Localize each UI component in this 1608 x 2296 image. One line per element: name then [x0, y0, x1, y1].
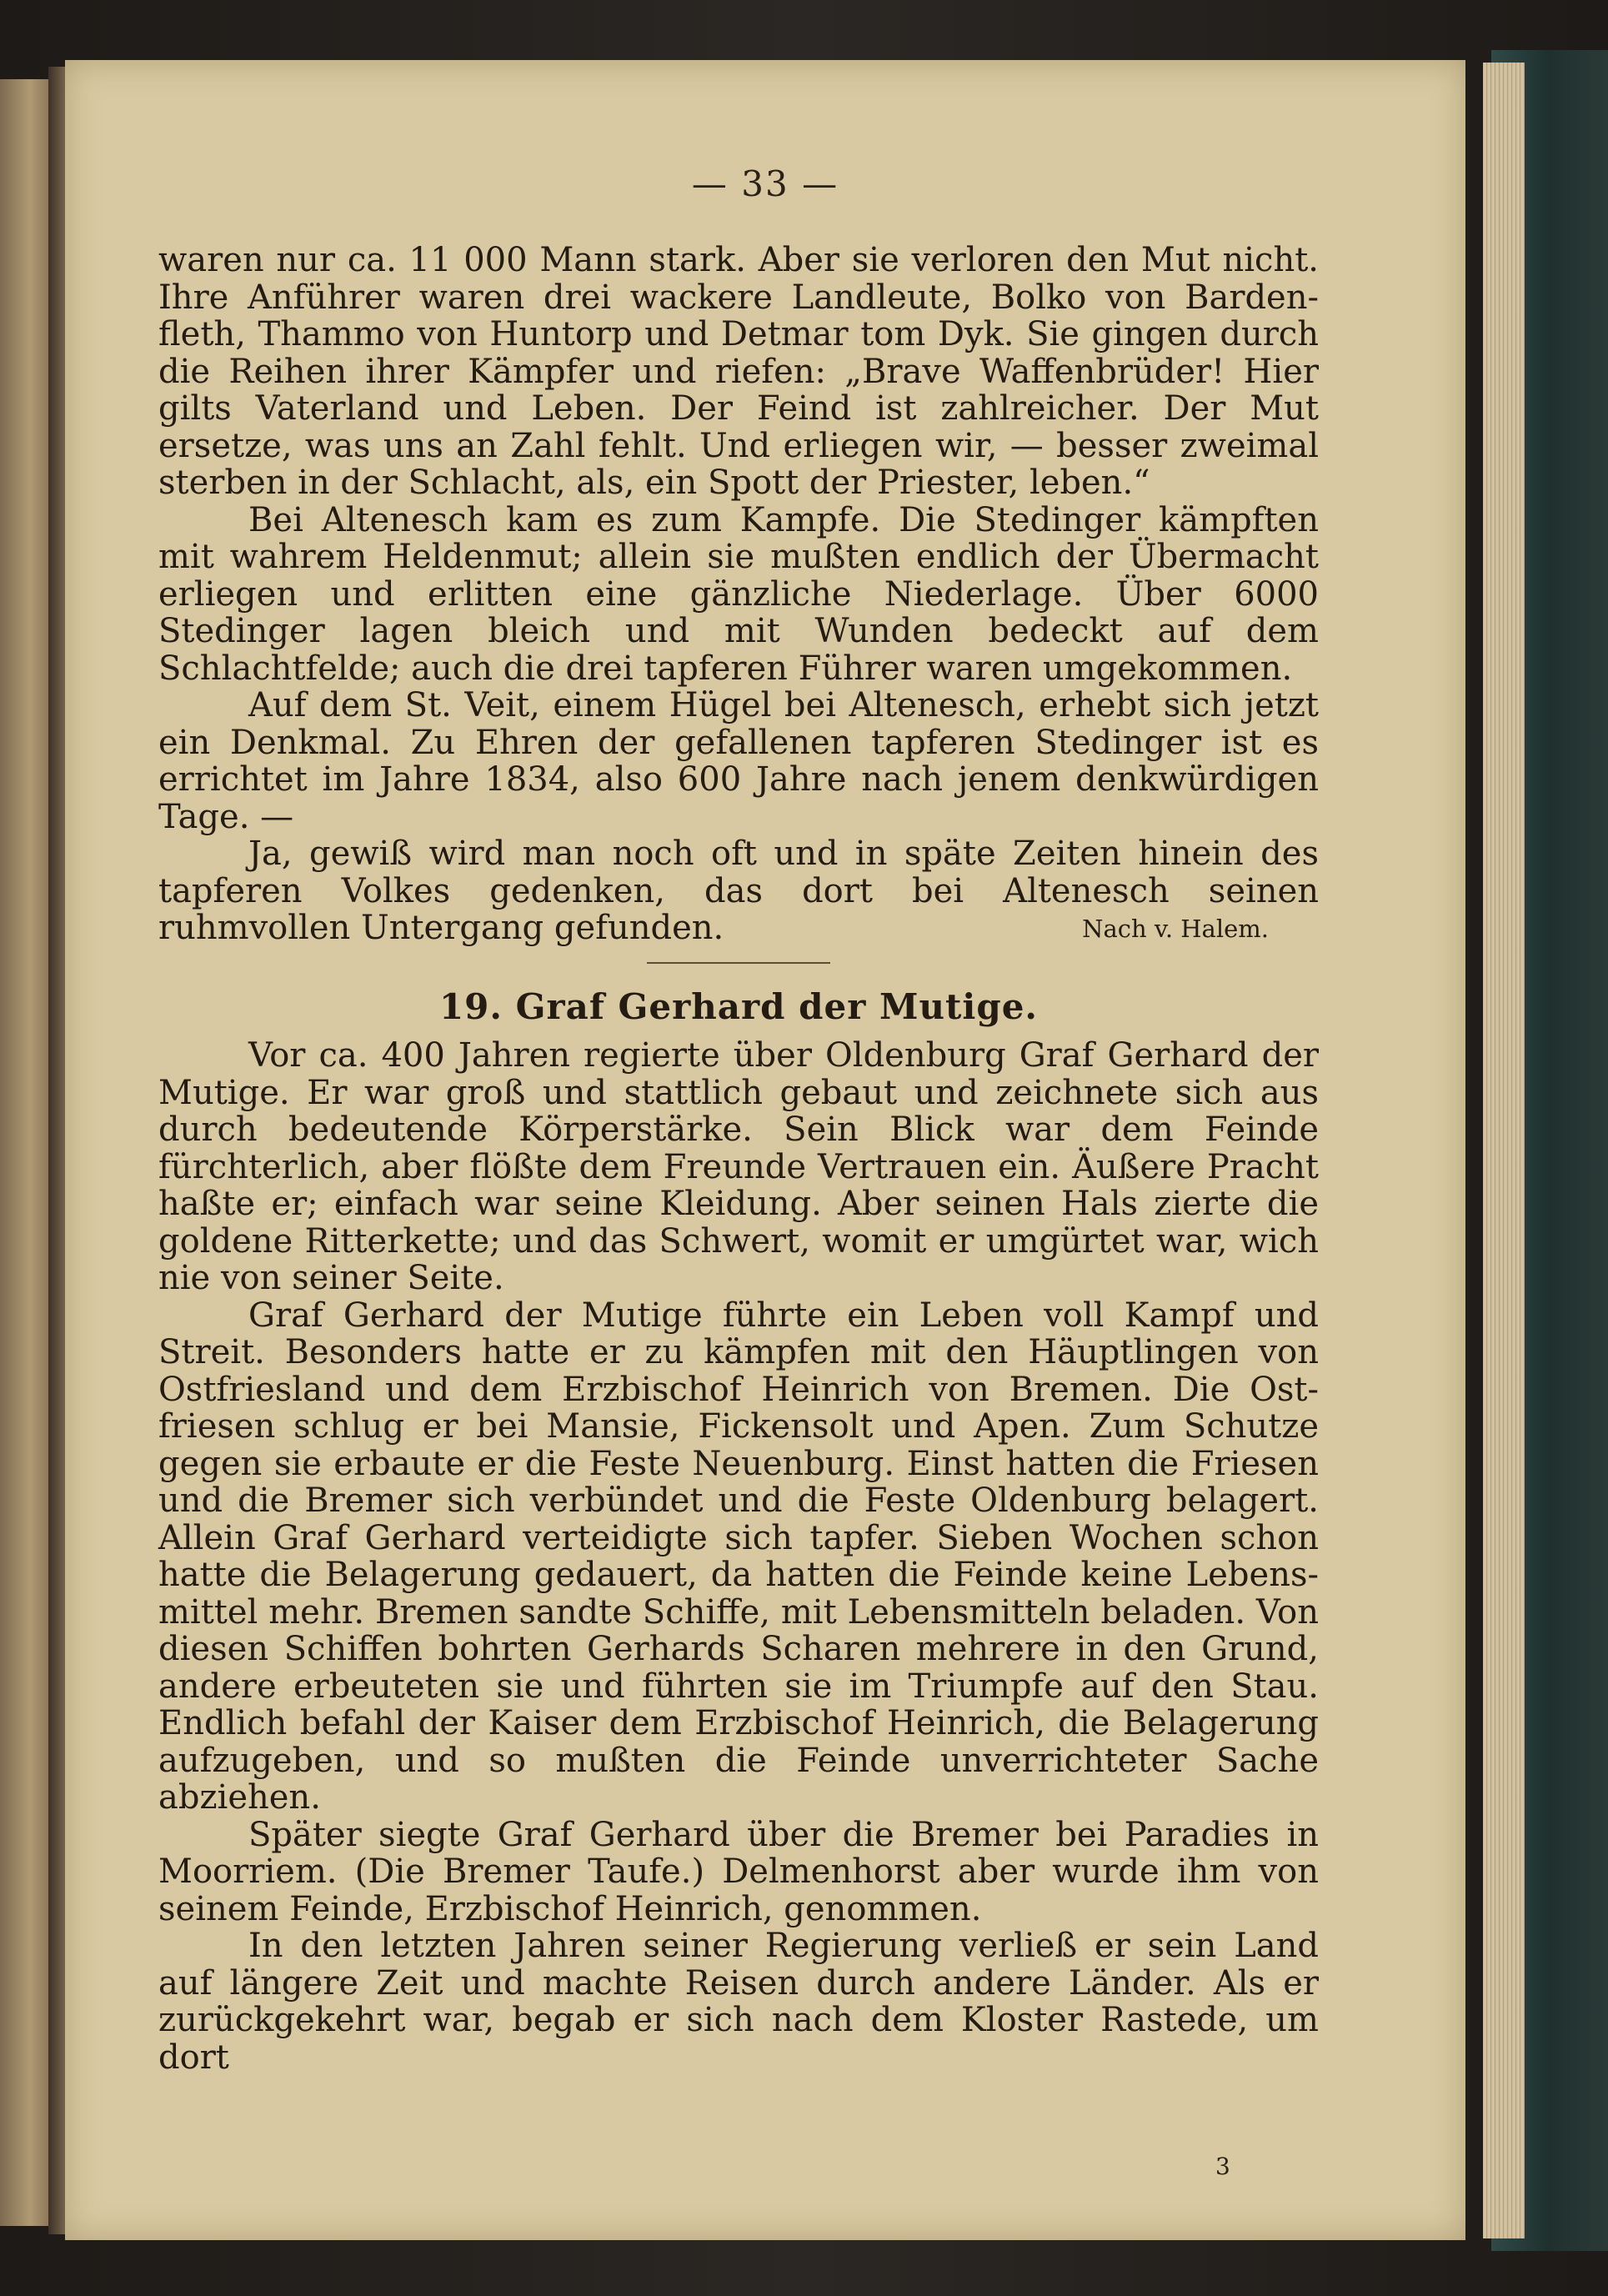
paragraph: Ja, gewiß wird man noch oft und in späte Zeiten hinein des tapferen Volkes gedenken, das dort bei Altenesch seinen ruhmvollen Untergang gefunden.: [158, 835, 1319, 947]
page-number: — 33 —: [691, 163, 839, 204]
paragraph: Später siegte Graf Gerhard über die Bremer bei Paradies in Moorriem. (Die Bremer Taufe.) Delmenhorst aber wurde ihm von seinem Feinde, Erzbischof Heinrich, genommen.: [158, 1815, 1319, 1928]
page-text: [158, 242, 1319, 2076]
page-edges: [1483, 63, 1525, 2238]
signature-mark: 3: [1215, 2153, 1230, 2180]
paragraph: Vor ca. 400 Jahren regierte über Oldenburg Graf Gerhard der Mutige. Er war groß und stattlich gebaut und zeichnete sich aus durch bedeutende Körperstärke. Sein Blick war dem Feinde fürchterlich, aber flößte dem Freunde Vertrauen ein. Äußere Pracht haßte er; einfach war seine Kleidung. Aber seinen Hals zierte die goldene Ritterkette; und das Schwert, womit er umgürtet war, wich nie von seiner Seite.: [158, 1036, 1319, 1297]
paragraph: waren nur ca. 11 000 Mann stark. Aber sie verloren den Mut nicht. Ihre Anführer waren drei wackere Landleute, Bolko von Barden-fleth, Thammo von Huntorp und Detmar tom Dyk. Sie gingen durch die Reihen ihrer Kämpfer und riefen: „Brave Waffenbrüder! Hier gilts Vaterland und Leben. Der Feind ist zahlreicher. Der Mut ersetze, was uns an Zahl fehlt. Und erliegen wir, — besser zweimal sterben in der Schlacht, als, ein Spott der Priester, leben.“: [158, 241, 1319, 502]
source-attribution: Nach v. Halem.: [1082, 914, 1269, 943]
paragraph: Auf dem St. Veit, einem Hügel bei Altenesch, erhebt sich jetzt ein Denkmal. Zu Ehren der gefallenen tapferen Stedinger ist es errichtet im Jahre 1834, also 600 Jahre nach jenem denkwürdigen Tage. —: [158, 686, 1319, 836]
section-divider: [647, 962, 830, 964]
paragraph: Bei Altenesch kam es zum Kampfe. Die Stedinger kämpften mit wahrem Heldenmut; allein sie mußten endlich der Übermacht erliegen und erlitten eine gänzliche Niederlage. Über 6000 Stedinger lagen bleich und mit Wunden bedeckt auf dem Schlachtfelde; auch die drei tapferen Führer waren umgekommen.: [158, 500, 1319, 688]
previous-page-edge: [0, 79, 52, 2226]
paragraph: In den letzten Jahren seiner Regierung verließ er sein Land auf längere Zeit und machte Reisen durch andere Länder. Als er zurückgekehrt war, begab er sich nach dem Kloster Rastede, um dort: [158, 1927, 1319, 2077]
book-page: [65, 60, 1465, 2240]
section-heading: 19. Graf Gerhard der Mutige.: [438, 986, 1039, 1027]
paragraph: Graf Gerhard der Mutige führte ein Leben voll Kampf und Streit. Besonders hatte er zu kämpfen mit den Häuptlingen von Ostfriesland und dem Erzbischof Heinrich von Bremen. Die Ost-friesen schlug er bei Mansie, Fickensolt und Apen. Zum Schutze gegen sie erbaute er die Feste Neuenburg. Einst hatten die Friesen und die Bremer sich verbündet und die Feste Oldenburg belagert. Allein Graf Gerhard verteidigte sich tapfer. Sieben Wochen schon hatte die Belagerung gedauert, da hatten die Feinde keine Lebens-mittel mehr. Bremen sandte Schiffe, mit Lebensmitteln beladen. Von diesen Schiffen bohrten Gerhards Scharen mehrere in den Grund, andere erbeuteten sie und führten sie im Triumpfe auf den Stau. Endlich befahl der Kaiser dem Erzbischof Heinrich, die Belagerung aufzugeben, und so mußten die Feinde unverrichteter Sache abziehen.: [158, 1296, 1319, 1817]
